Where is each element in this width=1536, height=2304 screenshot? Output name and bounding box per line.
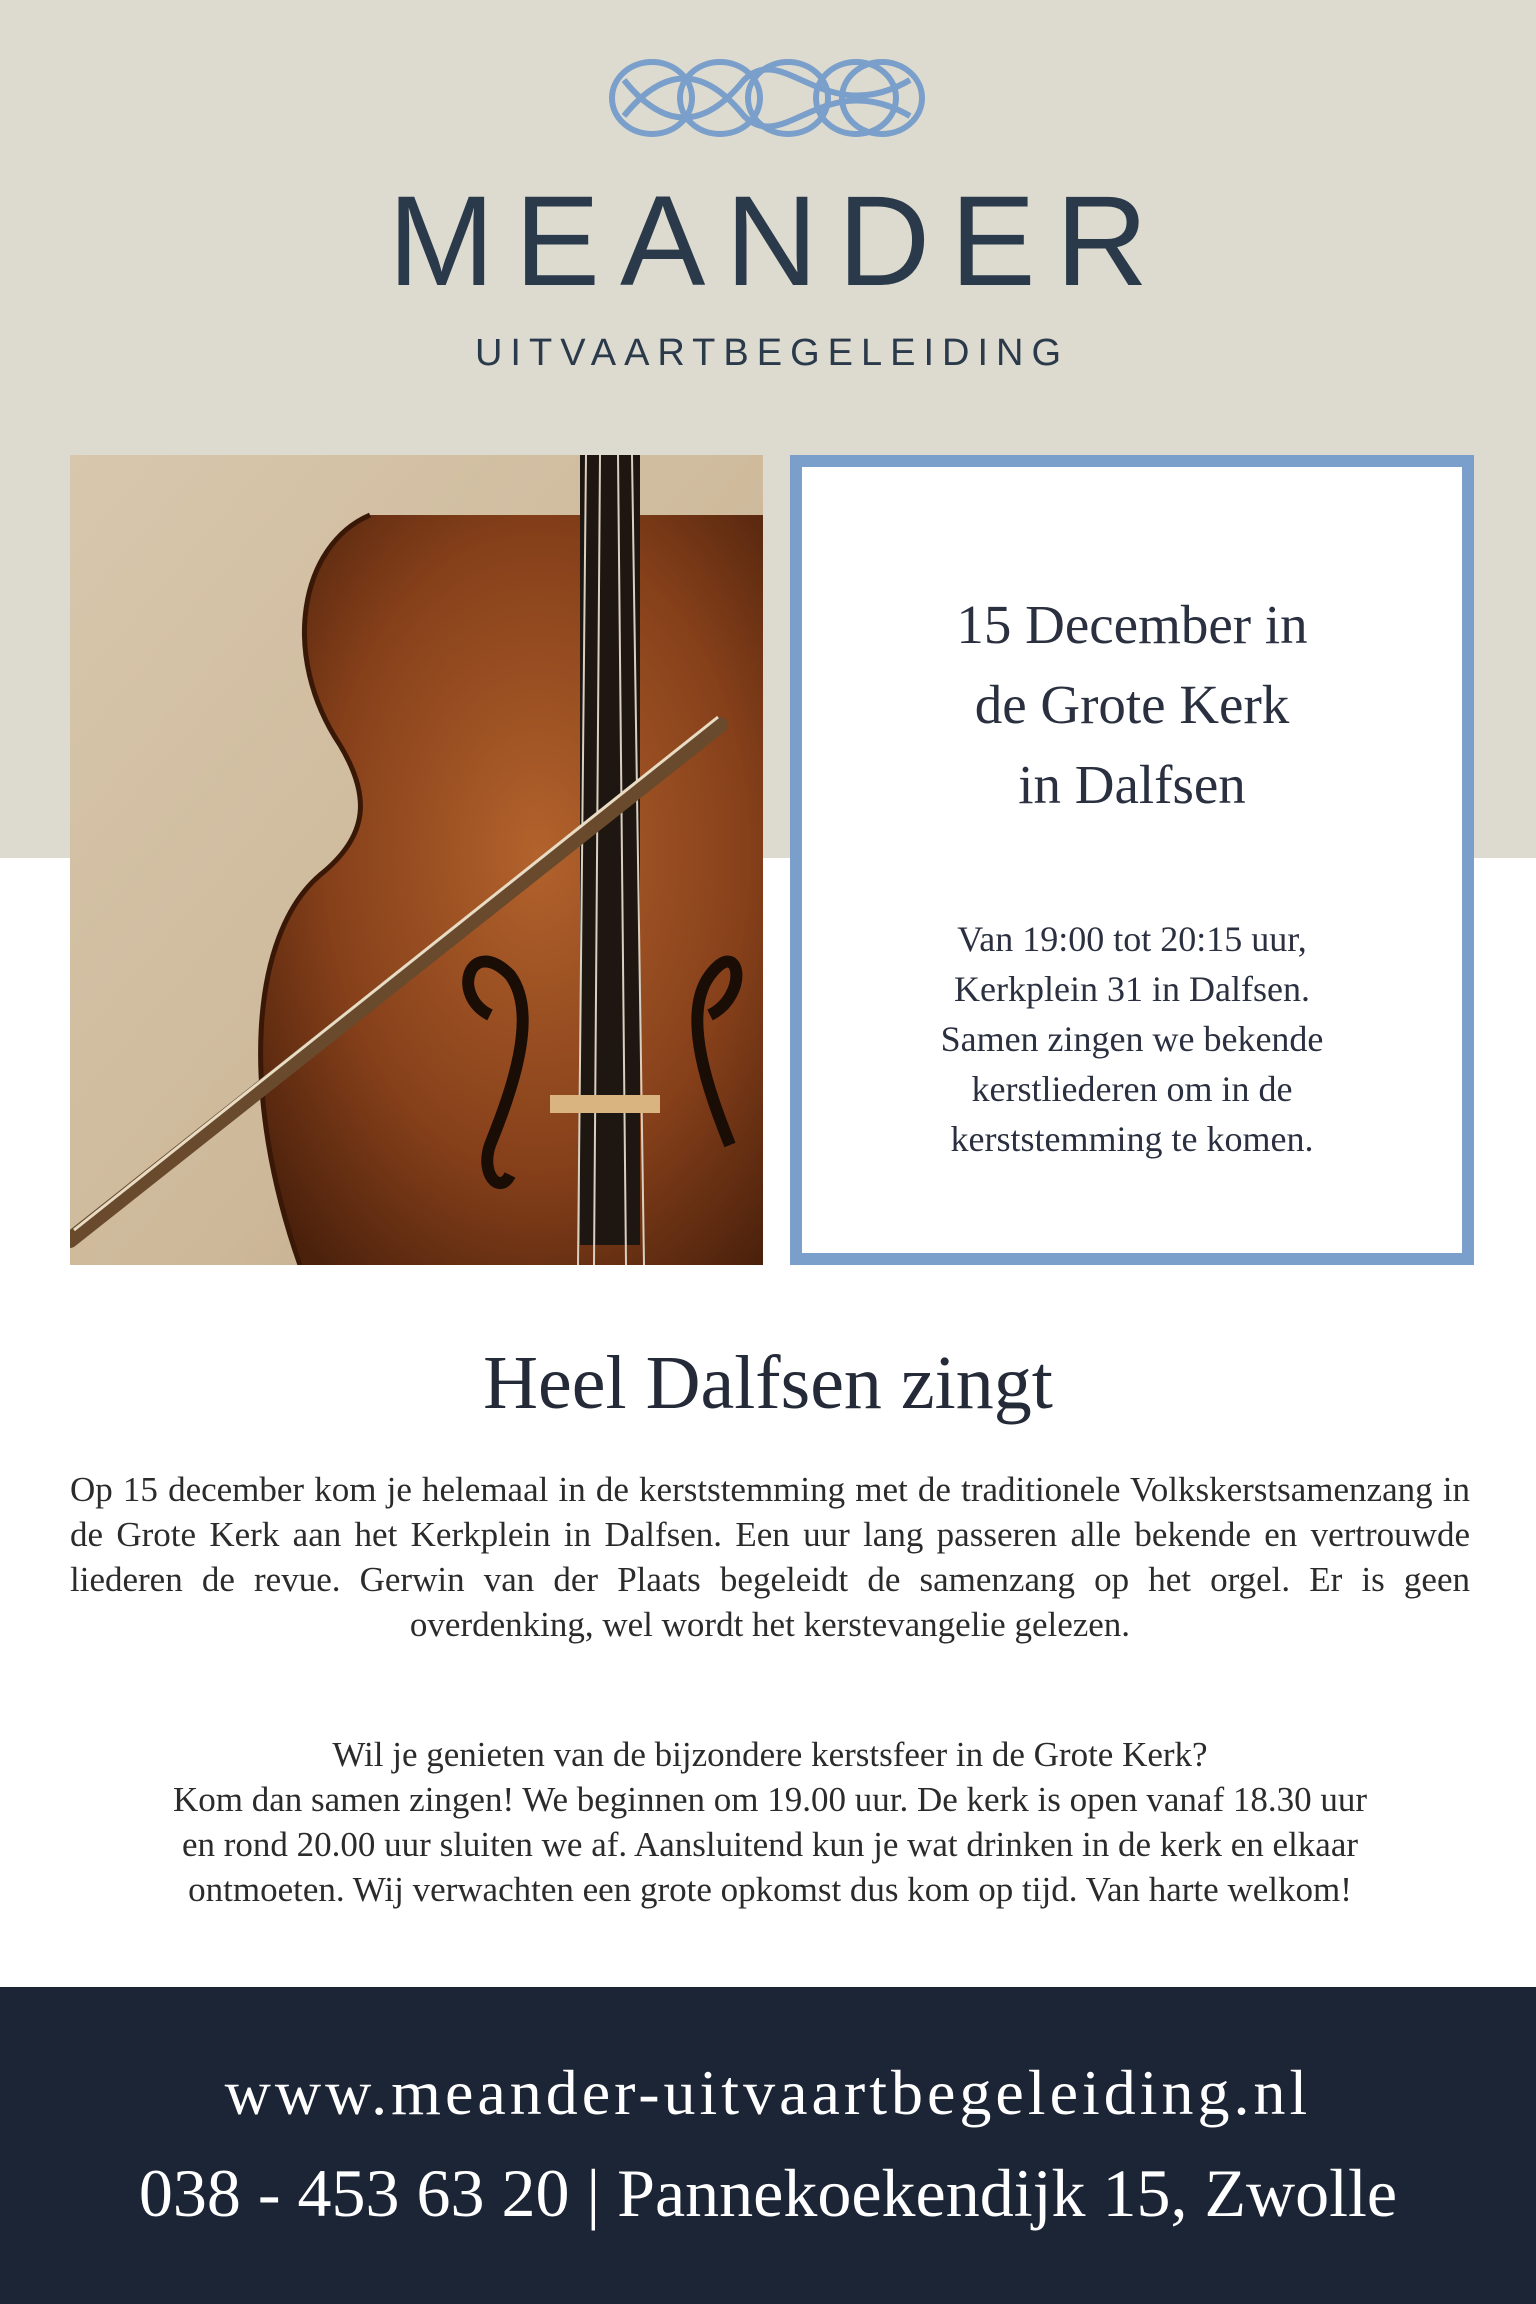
event-detail-line: Samen zingen we bekende xyxy=(940,1019,1324,1059)
paragraph-line: ontmoeten. Wij verwachten een grote opkomst dus kom op tijd. Van harte welkom! xyxy=(188,1870,1352,1909)
event-details xyxy=(802,914,1462,1164)
event-date-title xyxy=(802,585,1462,825)
paragraph-line: en rond 20.00 uur sluiten we af. Aansluitend kun je wat drinken in de kerk en elkaar xyxy=(181,1825,1359,1864)
article-heading: Heel Dalfsen zingt xyxy=(483,1341,1053,1425)
paragraph-line: Wil je genieten van de bijzondere kerstsfeer in de Grote Kerk? xyxy=(332,1735,1208,1774)
article-paragraph-2 xyxy=(70,1732,1470,1912)
event-info-box xyxy=(790,455,1474,1265)
event-title-line: de Grote Kerk xyxy=(974,674,1290,735)
cello-photo xyxy=(70,455,763,1265)
event-detail-line: Kerkplein 31 in Dalfsen. xyxy=(954,969,1310,1009)
footer xyxy=(0,1987,1536,2304)
event-detail-line: kerstliederen om in de xyxy=(971,1069,1293,1109)
meander-knot-icon xyxy=(604,50,930,146)
event-title-line: 15 December in xyxy=(956,594,1308,655)
paragraph-line: Kom dan samen zingen! We beginnen om 19.00 uur. De kerk is open vanaf 18.30 uur xyxy=(172,1780,1368,1819)
article-paragraph-1: Op 15 december kom je helemaal in de kerststemming met de traditionele Volkskerstsamenzang in de Grote Kerk aan het Kerkplein in Dalfsen. Een uur lang passeren alle bekende en vertrouwde liederen de revue. Gerwin van der Plaats begeleidt de samenzang op het orgel. Er is geen overdenking, wel wordt het kerstevangelie gelezen. xyxy=(70,1470,1470,1644)
event-title-line: in Dalfsen xyxy=(1018,754,1246,815)
event-detail-line: kerststemming te komen. xyxy=(950,1119,1314,1159)
contact-info: 038 - 453 63 20 | Pannekoekendijk 15, Zwolle xyxy=(138,2155,1398,2231)
website-link[interactable]: www.meander-uitvaartbegeleiding.nl xyxy=(224,2057,1312,2128)
brand-subtitle: UITVAARTBEGELEIDING xyxy=(474,332,1070,374)
brand-name: MEANDER xyxy=(387,170,1169,313)
event-detail-line: Van 19:00 tot 20:15 uur, xyxy=(957,919,1307,959)
